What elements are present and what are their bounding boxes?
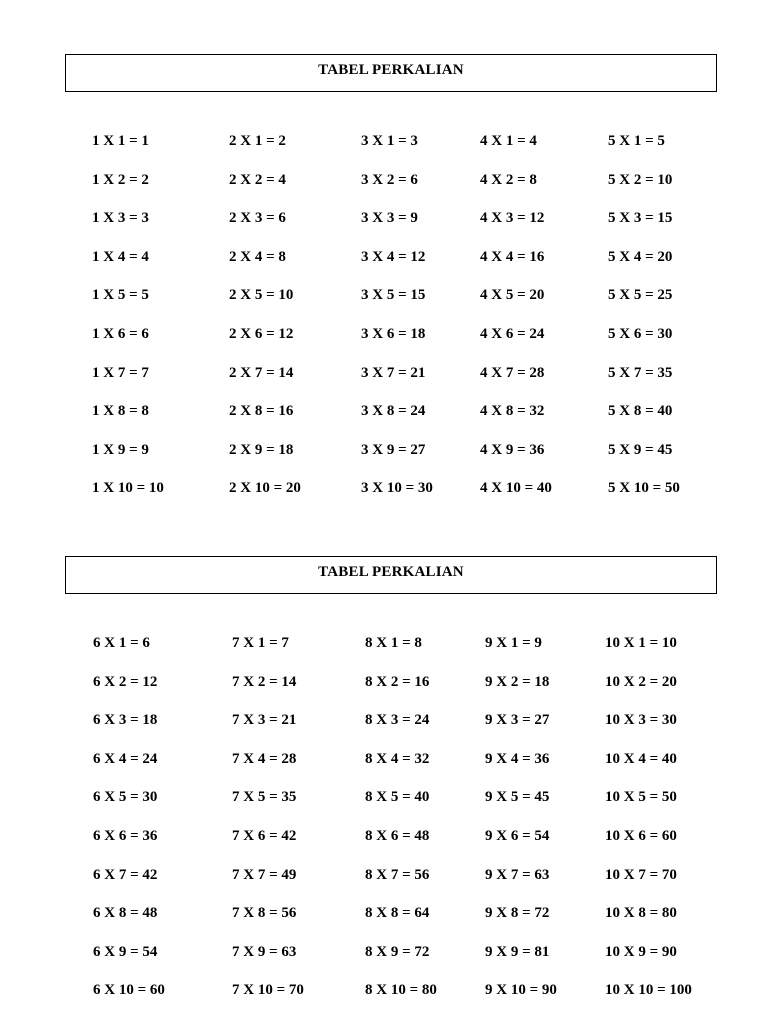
- equation: 1 X 7 = 7: [92, 364, 149, 381]
- equation: 7 X 4 = 28: [232, 750, 297, 767]
- equation: 1 X 6 = 6: [92, 325, 149, 342]
- equation: 4 X 10 = 40: [480, 480, 552, 497]
- equation: 10 X 6 = 60: [605, 827, 677, 844]
- equation: 5 X 6 = 30: [608, 325, 673, 342]
- equation: 7 X 5 = 35: [232, 789, 297, 806]
- equation: 7 X 2 = 14: [232, 673, 297, 690]
- equation: 9 X 8 = 72: [485, 905, 550, 922]
- equation: 9 X 3 = 27: [485, 712, 550, 729]
- equation: 3 X 1 = 3: [361, 133, 418, 149]
- table-column: [608, 129, 680, 515]
- equation: 8 X 2 = 16: [365, 673, 430, 690]
- equation: 10 X 10 = 100: [605, 982, 692, 999]
- equation: 6 X 3 = 18: [93, 712, 158, 729]
- equation: 3 X 6 = 18: [361, 325, 426, 342]
- equation: 8 X 6 = 48: [365, 827, 430, 844]
- table-column: [485, 631, 557, 1017]
- equation: 2 X 6 = 12: [229, 325, 294, 342]
- equation: 10 X 3 = 30: [605, 712, 677, 729]
- equation: 4 X 7 = 28: [480, 364, 545, 381]
- equation: 2 X 8 = 16: [229, 403, 294, 420]
- equation: 6 X 9 = 54: [93, 943, 158, 960]
- equation: 10 X 8 = 80: [605, 905, 677, 922]
- equation: 9 X 10 = 90: [485, 982, 557, 999]
- equation: 7 X 1 = 7: [232, 635, 289, 651]
- equation: 1 X 4 = 4: [92, 248, 149, 265]
- equation: 1 X 10 = 10: [92, 480, 164, 497]
- equation: 2 X 5 = 10: [229, 287, 294, 304]
- equation: 5 X 7 = 35: [608, 364, 673, 381]
- equation: 4 X 5 = 20: [480, 287, 545, 304]
- equation: 7 X 8 = 56: [232, 905, 297, 922]
- equation: 3 X 3 = 9: [361, 210, 418, 227]
- equation: 5 X 3 = 15: [608, 210, 673, 227]
- equation: 8 X 9 = 72: [365, 943, 430, 960]
- equation: 6 X 1 = 6: [93, 635, 150, 651]
- equation: 7 X 7 = 49: [232, 866, 297, 883]
- equation: 2 X 2 = 4: [229, 171, 286, 188]
- table-column: [605, 631, 692, 1017]
- equation: 7 X 6 = 42: [232, 827, 297, 844]
- equation: 9 X 7 = 63: [485, 866, 550, 883]
- equation: 3 X 10 = 30: [361, 480, 433, 497]
- equation: 9 X 1 = 9: [485, 635, 542, 651]
- equation: 2 X 1 = 2: [229, 133, 286, 149]
- table-column: [480, 129, 552, 515]
- equation: 9 X 9 = 81: [485, 943, 550, 960]
- equation: 3 X 2 = 6: [361, 171, 418, 188]
- table-column: [93, 631, 165, 1017]
- equation: 4 X 2 = 8: [480, 171, 537, 188]
- equation: 5 X 4 = 20: [608, 248, 673, 265]
- equation: 4 X 1 = 4: [480, 133, 537, 149]
- table-title-2: TABEL PERKALIAN: [65, 556, 717, 594]
- equation: 2 X 4 = 8: [229, 248, 286, 265]
- equation: 2 X 7 = 14: [229, 364, 294, 381]
- equation: 3 X 4 = 12: [361, 248, 426, 265]
- equation: 1 X 1 = 1: [92, 133, 149, 149]
- equation: 6 X 4 = 24: [93, 750, 158, 767]
- table-column: [365, 631, 437, 1017]
- equation: 4 X 9 = 36: [480, 441, 545, 458]
- equation: 6 X 6 = 36: [93, 827, 158, 844]
- equation: 1 X 2 = 2: [92, 171, 149, 188]
- equation: 5 X 9 = 45: [608, 441, 673, 458]
- equation: 6 X 8 = 48: [93, 905, 158, 922]
- equation: 8 X 3 = 24: [365, 712, 430, 729]
- equation: 10 X 7 = 70: [605, 866, 677, 883]
- equation: 6 X 2 = 12: [93, 673, 158, 690]
- equation: 9 X 5 = 45: [485, 789, 550, 806]
- equation: 10 X 2 = 20: [605, 673, 677, 690]
- table-column: [92, 129, 164, 515]
- equation: 7 X 9 = 63: [232, 943, 297, 960]
- equation: 8 X 4 = 32: [365, 750, 430, 767]
- equation: 8 X 10 = 80: [365, 982, 437, 999]
- equation: 10 X 4 = 40: [605, 750, 677, 767]
- equation: 2 X 3 = 6: [229, 210, 286, 227]
- equation: 1 X 9 = 9: [92, 441, 149, 458]
- equation: 10 X 5 = 50: [605, 789, 677, 806]
- equation: 3 X 8 = 24: [361, 403, 426, 420]
- equation: 7 X 10 = 70: [232, 982, 304, 999]
- equation: 5 X 1 = 5: [608, 133, 665, 149]
- equation: 4 X 3 = 12: [480, 210, 545, 227]
- equation: 5 X 8 = 40: [608, 403, 673, 420]
- equation: 7 X 3 = 21: [232, 712, 297, 729]
- equation: 2 X 10 = 20: [229, 480, 301, 497]
- equation: 1 X 3 = 3: [92, 210, 149, 227]
- equation: 10 X 9 = 90: [605, 943, 677, 960]
- equation: 6 X 5 = 30: [93, 789, 158, 806]
- table-column: [361, 129, 433, 515]
- equation: 8 X 5 = 40: [365, 789, 430, 806]
- equation: 5 X 10 = 50: [608, 480, 680, 497]
- equation: 8 X 7 = 56: [365, 866, 430, 883]
- equation: 6 X 10 = 60: [93, 982, 165, 999]
- table-column: [232, 631, 304, 1017]
- equation: 5 X 5 = 25: [608, 287, 673, 304]
- equation: 1 X 8 = 8: [92, 403, 149, 420]
- equation: 8 X 1 = 8: [365, 635, 422, 651]
- equation: 3 X 5 = 15: [361, 287, 426, 304]
- equation: 5 X 2 = 10: [608, 171, 673, 188]
- equation: 4 X 4 = 16: [480, 248, 545, 265]
- table-column: [229, 129, 301, 515]
- equation: 6 X 7 = 42: [93, 866, 158, 883]
- equation: 9 X 2 = 18: [485, 673, 550, 690]
- equation: 8 X 8 = 64: [365, 905, 430, 922]
- equation: 3 X 9 = 27: [361, 441, 426, 458]
- table-title-1: TABEL PERKALIAN: [65, 54, 717, 92]
- equation: 2 X 9 = 18: [229, 441, 294, 458]
- equation: 4 X 6 = 24: [480, 325, 545, 342]
- equation: 4 X 8 = 32: [480, 403, 545, 420]
- equation: 10 X 1 = 10: [605, 635, 677, 651]
- equation: 9 X 6 = 54: [485, 827, 550, 844]
- equation: 9 X 4 = 36: [485, 750, 550, 767]
- equation: 3 X 7 = 21: [361, 364, 426, 381]
- equation: 1 X 5 = 5: [92, 287, 149, 304]
